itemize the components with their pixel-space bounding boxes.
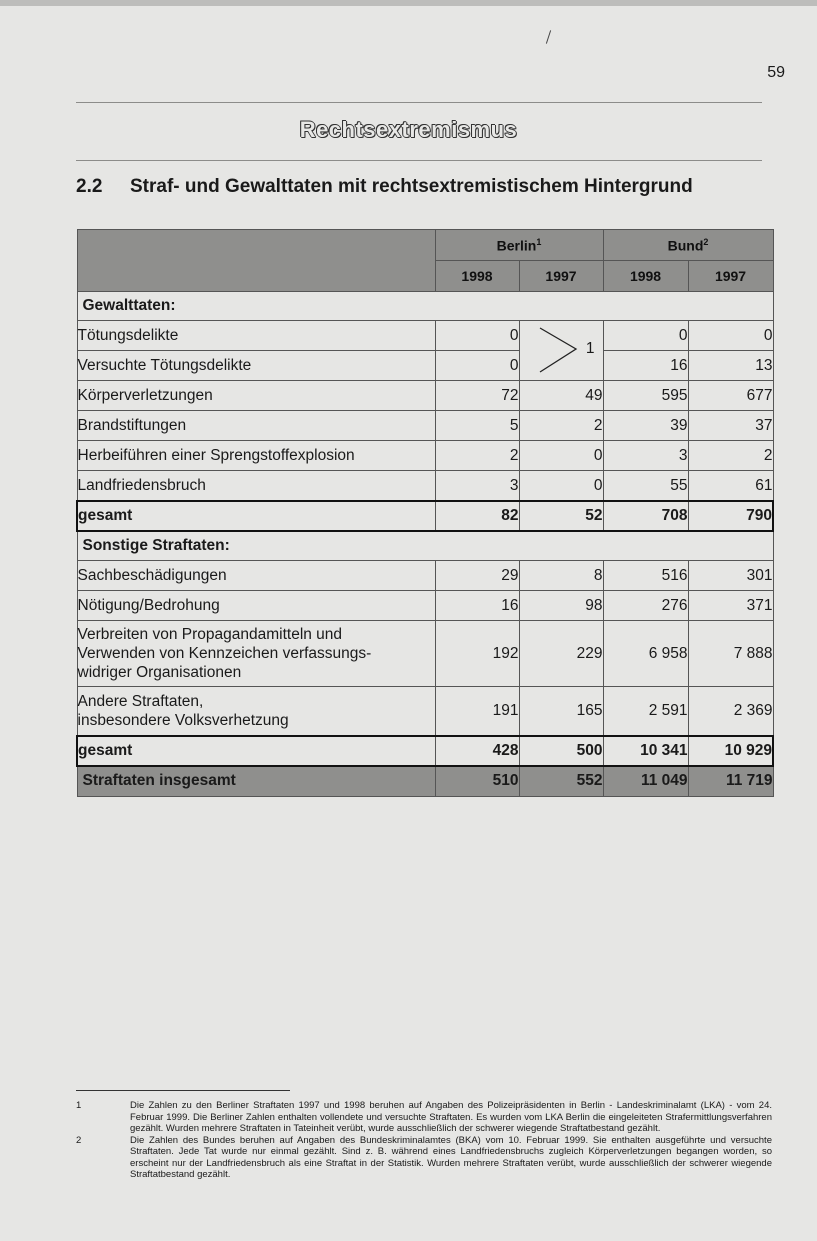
cell: 192 xyxy=(435,621,519,687)
cell: 301 xyxy=(688,561,773,591)
crime-statistics-table xyxy=(76,229,774,797)
cell: 49 xyxy=(519,381,603,411)
cell: 61 xyxy=(688,471,773,502)
header-year: 1998 xyxy=(603,261,688,292)
footnote-rule xyxy=(76,1090,290,1091)
cell: 1 xyxy=(585,340,595,357)
cell: 13 xyxy=(688,351,773,381)
section-title: Straf- und Gewalttaten mit rechtsextremistischem Hintergrund xyxy=(130,176,693,197)
header-year: 1998 xyxy=(435,261,519,292)
footnotes xyxy=(76,1100,772,1181)
cell: 428 xyxy=(435,736,519,766)
cell: 2 xyxy=(435,441,519,471)
header-group-berlin: Berlin$^1$ xyxy=(435,230,603,261)
cell: 2 591 xyxy=(603,687,688,736)
table-row xyxy=(77,687,773,736)
cell: 82 xyxy=(435,501,519,531)
running-head: Rechtsextremismus xyxy=(299,117,518,142)
grand-total-row xyxy=(77,766,773,797)
header-empty-cell xyxy=(77,230,435,292)
table-row xyxy=(77,471,773,502)
cell: 37 xyxy=(688,411,773,441)
page-number: 59 xyxy=(767,64,785,81)
header-group-bund: Bund$^2$ xyxy=(603,230,773,261)
cell: 10 341 xyxy=(603,736,688,766)
cell: 191 xyxy=(435,687,519,736)
table-row xyxy=(77,411,773,441)
cell: 229 xyxy=(519,621,603,687)
cell: 500 xyxy=(519,736,603,766)
cell: 52 xyxy=(519,501,603,531)
row-label: gesamt xyxy=(77,736,435,766)
cell: 2 369 xyxy=(688,687,773,736)
cell: 2 xyxy=(519,411,603,441)
subtotal-row xyxy=(77,501,773,531)
row-label: Straftaten insgesamt xyxy=(77,766,435,797)
cell: 0 xyxy=(519,471,603,502)
table-row xyxy=(77,621,773,687)
cell: 55 xyxy=(603,471,688,502)
footnote xyxy=(76,1135,772,1181)
row-label: Tötungsdelikte xyxy=(77,321,435,351)
cell: 3 xyxy=(435,471,519,502)
header-rule-bottom xyxy=(76,160,762,161)
table-row xyxy=(77,561,773,591)
table-row xyxy=(77,381,773,411)
section-row-gewalttaten xyxy=(77,292,773,321)
cell: 5 xyxy=(435,411,519,441)
cell: 11 049 xyxy=(603,766,688,797)
cell: 276 xyxy=(603,591,688,621)
cell: 510 xyxy=(435,766,519,797)
cell: 708 xyxy=(603,501,688,531)
row-label: Herbeiführen einer Sprengstoffexplosion xyxy=(77,441,435,471)
scan-top-band xyxy=(0,0,817,6)
table-header-groups xyxy=(77,230,773,261)
cell: 98 xyxy=(519,591,603,621)
cell: 7 888 xyxy=(688,621,773,687)
cell: 11 719 xyxy=(688,766,773,797)
cell: 371 xyxy=(688,591,773,621)
cell: 0 xyxy=(435,321,519,351)
row-label: Nötigung/Bedrohung xyxy=(77,591,435,621)
merged-cell xyxy=(519,321,603,381)
row-label: Andere Straftaten, insbesondere Volksverhetzung xyxy=(77,687,435,736)
table-row xyxy=(77,591,773,621)
row-label: Körperverletzungen xyxy=(77,381,435,411)
cell: 16 xyxy=(603,351,688,381)
cell: 10 929 xyxy=(688,736,773,766)
row-label: Landfriedensbruch xyxy=(77,471,435,502)
table-row xyxy=(77,351,773,381)
cell: 2 xyxy=(688,441,773,471)
cell: 72 xyxy=(435,381,519,411)
cell: 0 xyxy=(603,321,688,351)
pen-mark xyxy=(546,30,551,44)
cell: 39 xyxy=(603,411,688,441)
cell: 165 xyxy=(519,687,603,736)
header-rule-top xyxy=(76,102,762,103)
footnote-mark: 2 xyxy=(76,1134,82,1146)
cell: 552 xyxy=(519,766,603,797)
section-number: 2.2 xyxy=(76,176,103,197)
row-label: Versuchte Tötungsdelikte xyxy=(77,351,435,381)
row-label: Verbreiten von Propagandamitteln und Verwenden von Kennzeichen verfassungs- widriger Organisationen xyxy=(77,621,435,687)
section-row-sonstige xyxy=(77,531,773,561)
cell: 790 xyxy=(688,501,773,531)
cell: 8 xyxy=(519,561,603,591)
cell: 516 xyxy=(603,561,688,591)
cell: 0 xyxy=(519,441,603,471)
cell: 677 xyxy=(688,381,773,411)
row-label: Sachbeschädigungen xyxy=(77,561,435,591)
header-year: 1997 xyxy=(519,261,603,292)
subtotal-row xyxy=(77,736,773,766)
footnote xyxy=(76,1100,772,1135)
row-label: gesamt xyxy=(77,501,435,531)
footnote-text: Die Zahlen zu den Berliner Straftaten 1997 und 1998 beruhen auf Angaben des Polizeipräsidenten in Berlin - Landeskriminalamt (LKA) - vom 24. Februar 1999. Die Berliner Zahlen enthalten vollendete und versuchte Straftaten. Es wurden vom LKA Berlin die eingeleiteten Strafermittlungsverfahren gezählt. Wurden mehrere Straftaten in Tateinheit verübt, wurde ausschließlich der schwerer wiegende Straftatbestand gezählt. xyxy=(130,1100,772,1134)
cell: 3 xyxy=(603,441,688,471)
footnote-text: Die Zahlen des Bundes beruhen auf Angaben des Bundeskriminalamtes (BKA) vom 10. Februar 1999. Sie enthalten ausgeführte und versuchte Straftaten. Jede Tat wurde nur einmal gezählt. Sind z. B. während eines Landfriedensbruchs zugleich Körperverletzungen begangen worden, so erscheint nur der Landfriedensbruch als eine Straftat in der Statistik. Wurden mehrere Straftaten verübt, wurde ausschließlich der schwerer wiegende Straftatbestand gezählt. xyxy=(130,1134,772,1180)
header-year: 1997 xyxy=(688,261,773,292)
section-heading xyxy=(76,176,693,198)
row-label: Brandstiftungen xyxy=(77,411,435,441)
footnote-mark: 1 xyxy=(76,1100,82,1111)
cell: 29 xyxy=(435,561,519,591)
cell: 6 958 xyxy=(603,621,688,687)
section-title: Gewalttaten: xyxy=(77,292,773,321)
cell: 0 xyxy=(688,321,773,351)
table-row xyxy=(77,321,773,351)
table-row xyxy=(77,441,773,471)
cell: 16 xyxy=(435,591,519,621)
cell: 595 xyxy=(603,381,688,411)
cell: 0 xyxy=(435,351,519,381)
section-title: Sonstige Straftaten: xyxy=(77,531,773,561)
